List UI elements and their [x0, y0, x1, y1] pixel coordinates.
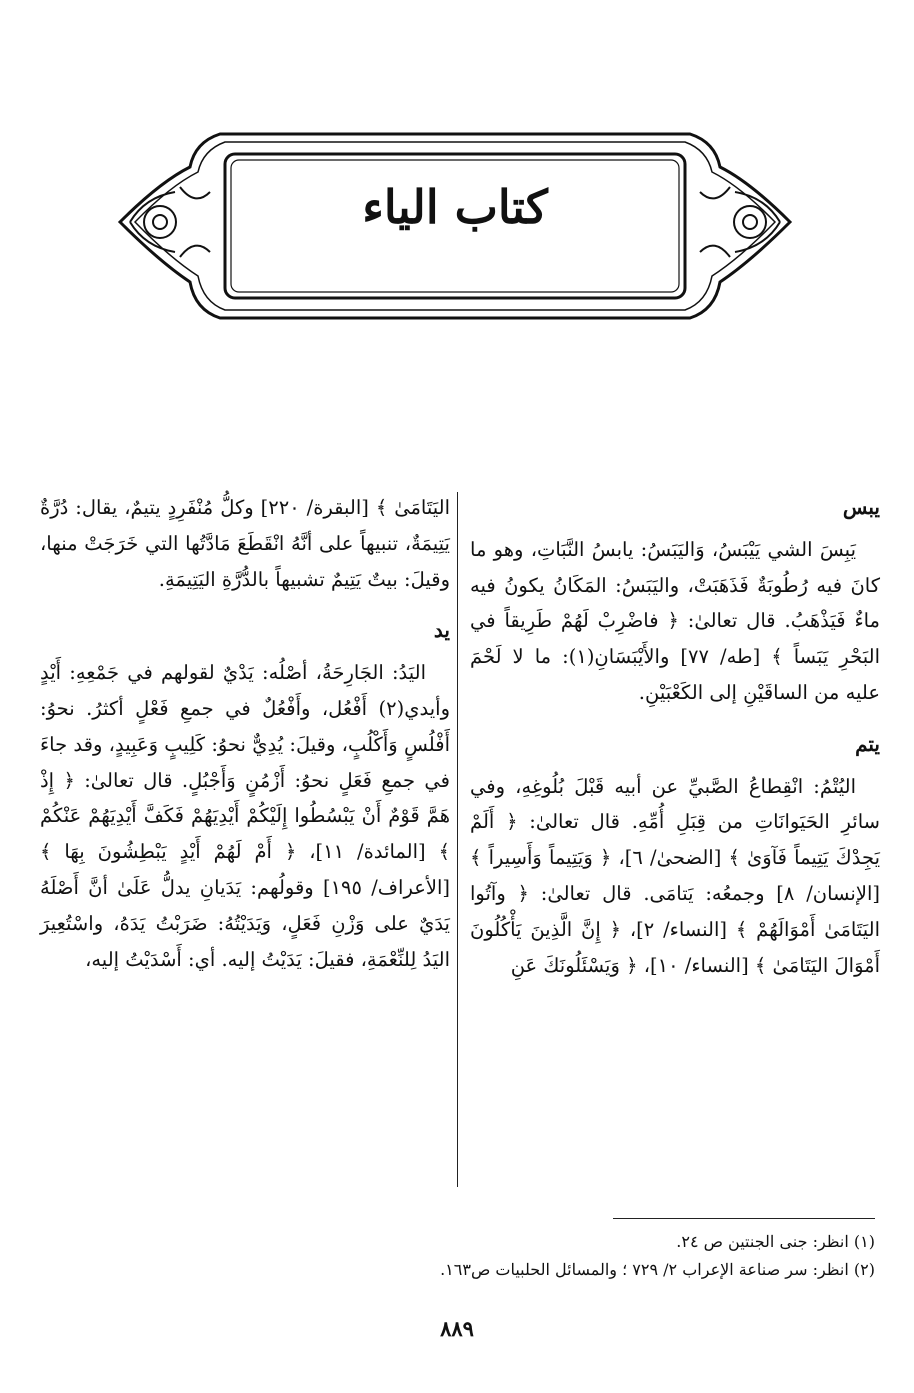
entry-heading-yad: يد	[433, 618, 450, 643]
footnote-2: (٢) انظر: سر صناعة الإعراب ٢/ ٧٢٩ ؛ والمسائل الحلبيات ص١٦٣.	[440, 1260, 875, 1279]
footnote-rule	[613, 1218, 875, 1219]
footnotes	[330, 1228, 875, 1284]
entry-heading-yatama: يتم	[855, 731, 880, 756]
left-column	[40, 490, 450, 993]
book-title: كتاب الياء	[362, 180, 548, 234]
right-column	[470, 490, 880, 999]
entry-text-yatama: اليُتْمُ: انْقِطاعُ الصَّبيِّ عن أبيه قَبْلَ بُلُوغِهِ، وفي سائرِ الحَيَوانَاتِ من قِبَلِ أُمِّهِ. قال تعالىٰ: ﴿ أَلَمْ يَجِدْكَ يَتِيماً فَآوَىٰ ﴾ [الضحىٰ/ ٦]، ﴿ وَيَتِيماً وَأَسِيراً ﴾ [الإنسان/ ٨] وجمعُه: يَتامَى. قال تعالىٰ: ﴿ وآتُوا اليَتَامَىٰ أَمْوَالَهُمْ ﴾ [النساء/ ٢]، ﴿ إِنَّ الَّذِينَ يَأْكُلُونَ أَمْوَالَ اليَتَامَىٰ ﴾ [النساء/ ١٠]، ﴿ وَيَسْئَلُونَكَ عَنِ	[470, 774, 881, 977]
entry-text-yatama-continued: اليَتَامَىٰ ﴾ [البقرة/ ٢٢٠] وكلُّ مُنْفَرِدٍ يتيمٌ، يقال: دُرَّةٌ يَتِيمَةٌ، تنبيهاً على أنَّهُ انْقَطَعَ مَادَّتُها التي خَرَجَتْ منها، وقيلَ: بيتٌ يَتِيمٌ تشبيهاً بالدُّرَّةِ اليَتِيمَةِ.	[40, 496, 450, 591]
column-divider	[457, 492, 458, 1187]
entry-text-yad: اليَدُ: الجَارِحَةُ، أصْلُه: يَدْيٌ لقولهم في جَمْعِهِ: أَيْدٍ وأيدي(٢) أَفْعُل، وأَفْعُلٌ في جمعِ فَعْلٍ أكثرُ. نحوُ: أَفْلُسٍ وَأَكْلُبٍ، وقيلَ: يُدِيٌّ نحوُ: كَلِيبٍ وَعَبِيدٍ، وقد جاءَ في جمعِ فَعَلٍ نحوُ: أَزْمُنٍ وَأَجْبُلٍ. قال تعالىٰ: ﴿ إِذْ هَمَّ قَوْمٌ أَنْ يَبْسُطُوا إِلَيْكُمْ أَيْدِيَهُمْ فَكَفَّ أَيْدِيَهُمْ عَنْكُمْ ﴾ [المائدة/ ١١]، ﴿ أَمْ لَهُمْ أَيْدٍ يَبْطِشُونَ بِهَا ﴾ [الأعراف/ ١٩٥] وقولُهم: يَدَيانِ يدلُّ عَلَىٰ أنَّ أَصْلَهُ يَدَيٌ على وَزْنِ فَعَلٍ، وَيَدَيْتُهُ: ضَرَبْتُ يَدَهُ، واسْتُعِيرَ اليَدُ لِلنِّعْمَةِ، فقيلَ: يَدَيْتُ إليه. أي: أَسْدَيْتُ إليه،	[40, 661, 450, 971]
entry-heading-yabisa: يبس	[842, 495, 880, 519]
page-number: ٨٨٩	[440, 1316, 474, 1341]
footnote-1: (١) انظر: جنى الجنتين ص ٢٤.	[676, 1232, 875, 1251]
entry-text-yabisa: يَبِسَ الشي يَيْبَسُ، وَاليَبَسُ: يابسُ النَّبَاتِ، وهو ما كانَ فيه رُطُوبَةٌ فَذَهَبَتْ، واليَبَسُ: المَكَانُ يكونُ فيه ماءٌ فَيَذْهَبُ. قال تعالىٰ: ﴿ فاضْرِبْ لَهُمْ طَرِيقاً في البَحْرِ يَبَساً ﴾ [طه/ ٧٧] والأَيْبَسَانِ(١): ما لا لَحْمَ عليه من الساقَيْنِ إلى الكَعْبَيْنِ.	[470, 537, 880, 704]
